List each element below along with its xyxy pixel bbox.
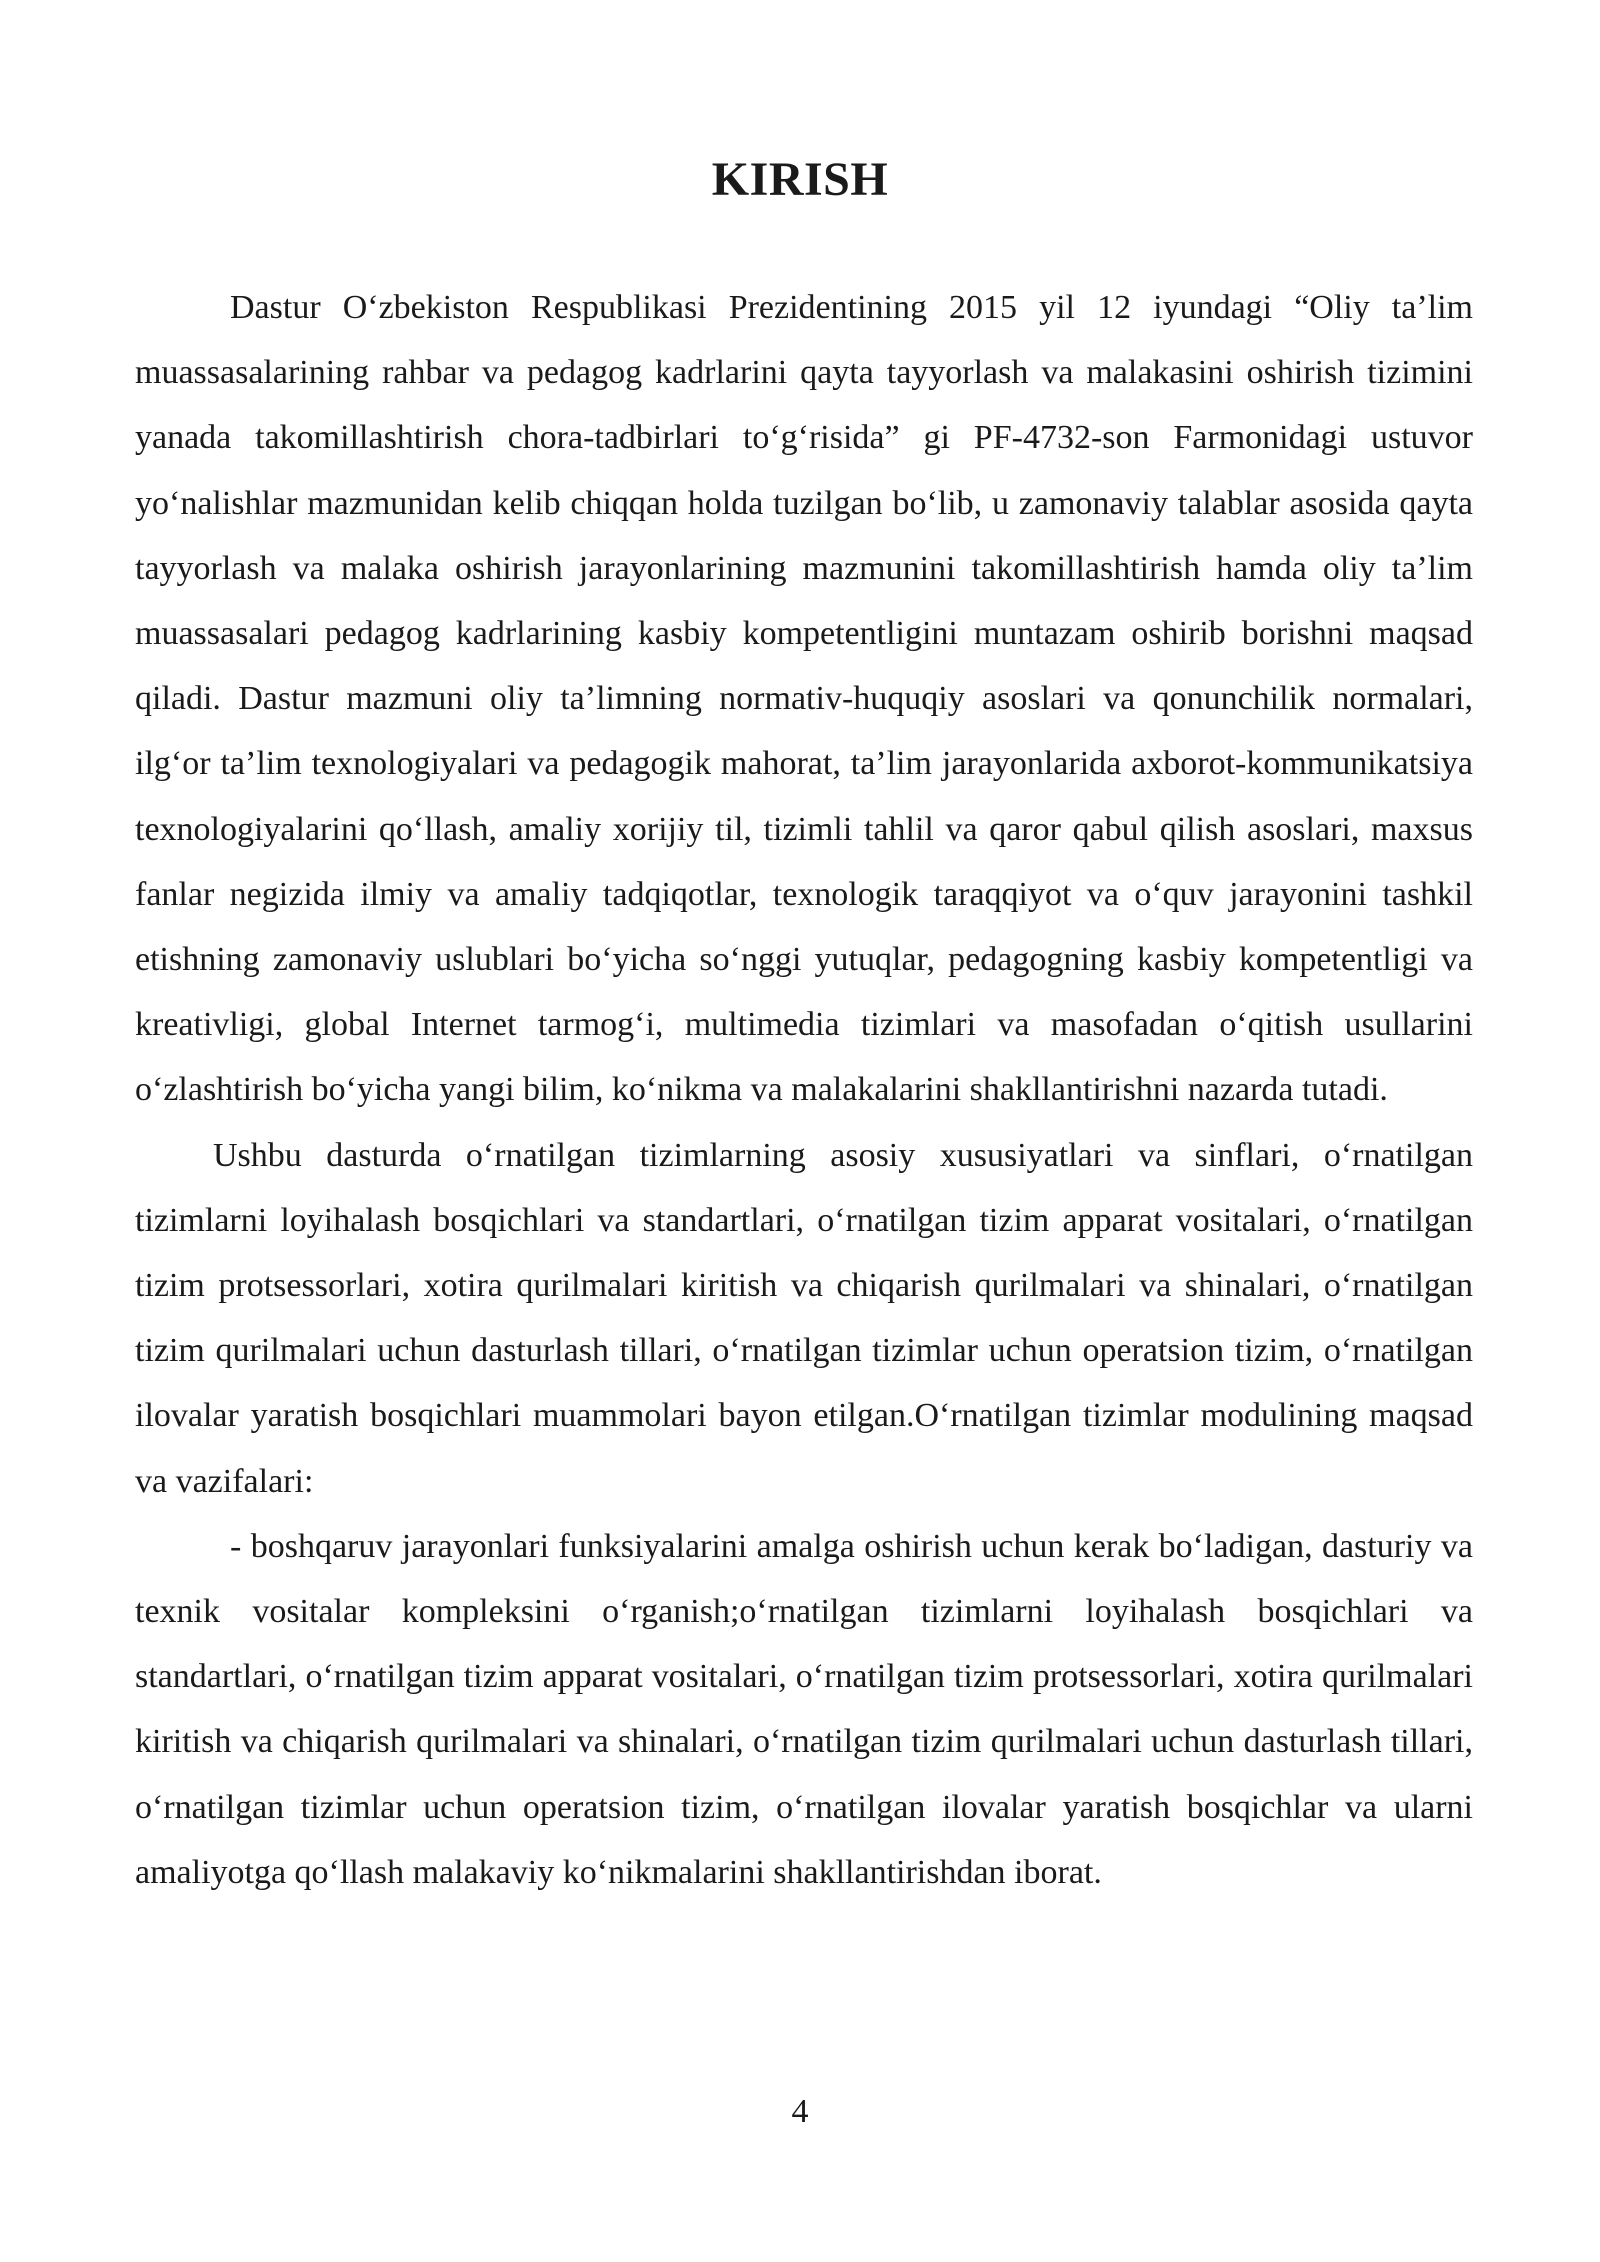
page-number: 4: [791, 2093, 809, 2130]
paragraph-goals-list-item: - boshqaruv jarayonlari funksiyalarini amalga oshirish uchun kerak bo‘ladigan, dasturiy va texnik vositalar kompleksini o‘rganish;o‘rnatilgan tizimlarni loyihalash bosqichlari va standartlari, o‘rnatilgan tizim apparat vositalari, o‘rnatilgan tizim protsessorlari, xotira qurilmalari kiritish va chiqarish qurilmalari va shinalari, o‘rnatilgan tizim qurilmalari uchun dasturlash tillari, o‘rnatilgan tizimlar uchun operatsion tizim, o‘rnatilgan ilovalar yaratish bosqichlar va ularni amaliyotga qo‘llash malakaviy ko‘nikmalarini shakllantirishdan iborat.: [135, 1527, 1473, 1891]
page-title: KIRISH: [711, 153, 889, 206]
paragraph-program-content: Ushbu dasturda o‘rnatilgan tizimlarning asosiy xususiyatlari va sinflari, o‘rnatilgan tizimlarni loyihalash bosqichlari va standartlari, o‘rnatilgan tizim apparat vositalari, o‘rnatilgan tizim protsessorlari, xotira qurilmalari kiritish va chiqarish qurilmalari va shinalari, o‘rnatilgan tizim qurilmalari uchun dasturlash tillari, o‘rnatilgan tizimlar uchun operatsion tizim, o‘rnatilgan ilovalar yaratish bosqichlari muammolari bayon etilgan.O‘rnatilgan tizimlar modulining maqsad va vazifalari:: [135, 1136, 1473, 1500]
paragraph-intro: Dastur O‘zbekiston Respublikasi Prezidentining 2015 yil 12 iyundagi “Oliy ta’lim muassasalarining rahbar va pedagog kadrlarini qayta tayyorlash va malakasini oshirish tizimini yanada takomillashtirish chora-tadbirlari to‘g‘risida” gi PF-4732-son Farmonidagi ustuvor yo‘nalishlar mazmunidan kelib chiqqan holda tuzilgan bo‘lib, u zamonaviy talablar asosida qayta tayyorlash va malaka oshirish jarayonlarining mazmunini takomillashtirish hamda oliy ta’lim muassasalari pedagog kadrlarining kasbiy kompetentligini muntazam oshirib borishni maqsad qiladi. Dastur mazmuni oliy ta’limning normativ-huquqiy asoslari va qonunchilik normalari, ilg‘or ta’lim texnologiyalari va pedagogik mahorat, ta’lim jarayonlarida axborot-kommunikatsiya texnologiyalarini qo‘llash, amaliy xorijiy til, tizimli tahlil va qaror qabul qilish asoslari, maxsus fanlar negizida ilmiy va amaliy tadqiqotlar, texnologik taraqqiyot va o‘quv jarayonini tashkil etishning zamonaviy uslublari bo‘yicha so‘nggi yutuqlar, pedagogning kasbiy kompetentligi va kreativligi, global Internet tarmog‘i, multimedia tizimlari va masofadan o‘qitish usullarini o‘zlashtirish bo‘yicha yangi bilim, ko‘nikma va malakalarini shakllantirishni nazarda tutadi.: [135, 289, 1473, 1109]
body-text: [135, 275, 1473, 1905]
